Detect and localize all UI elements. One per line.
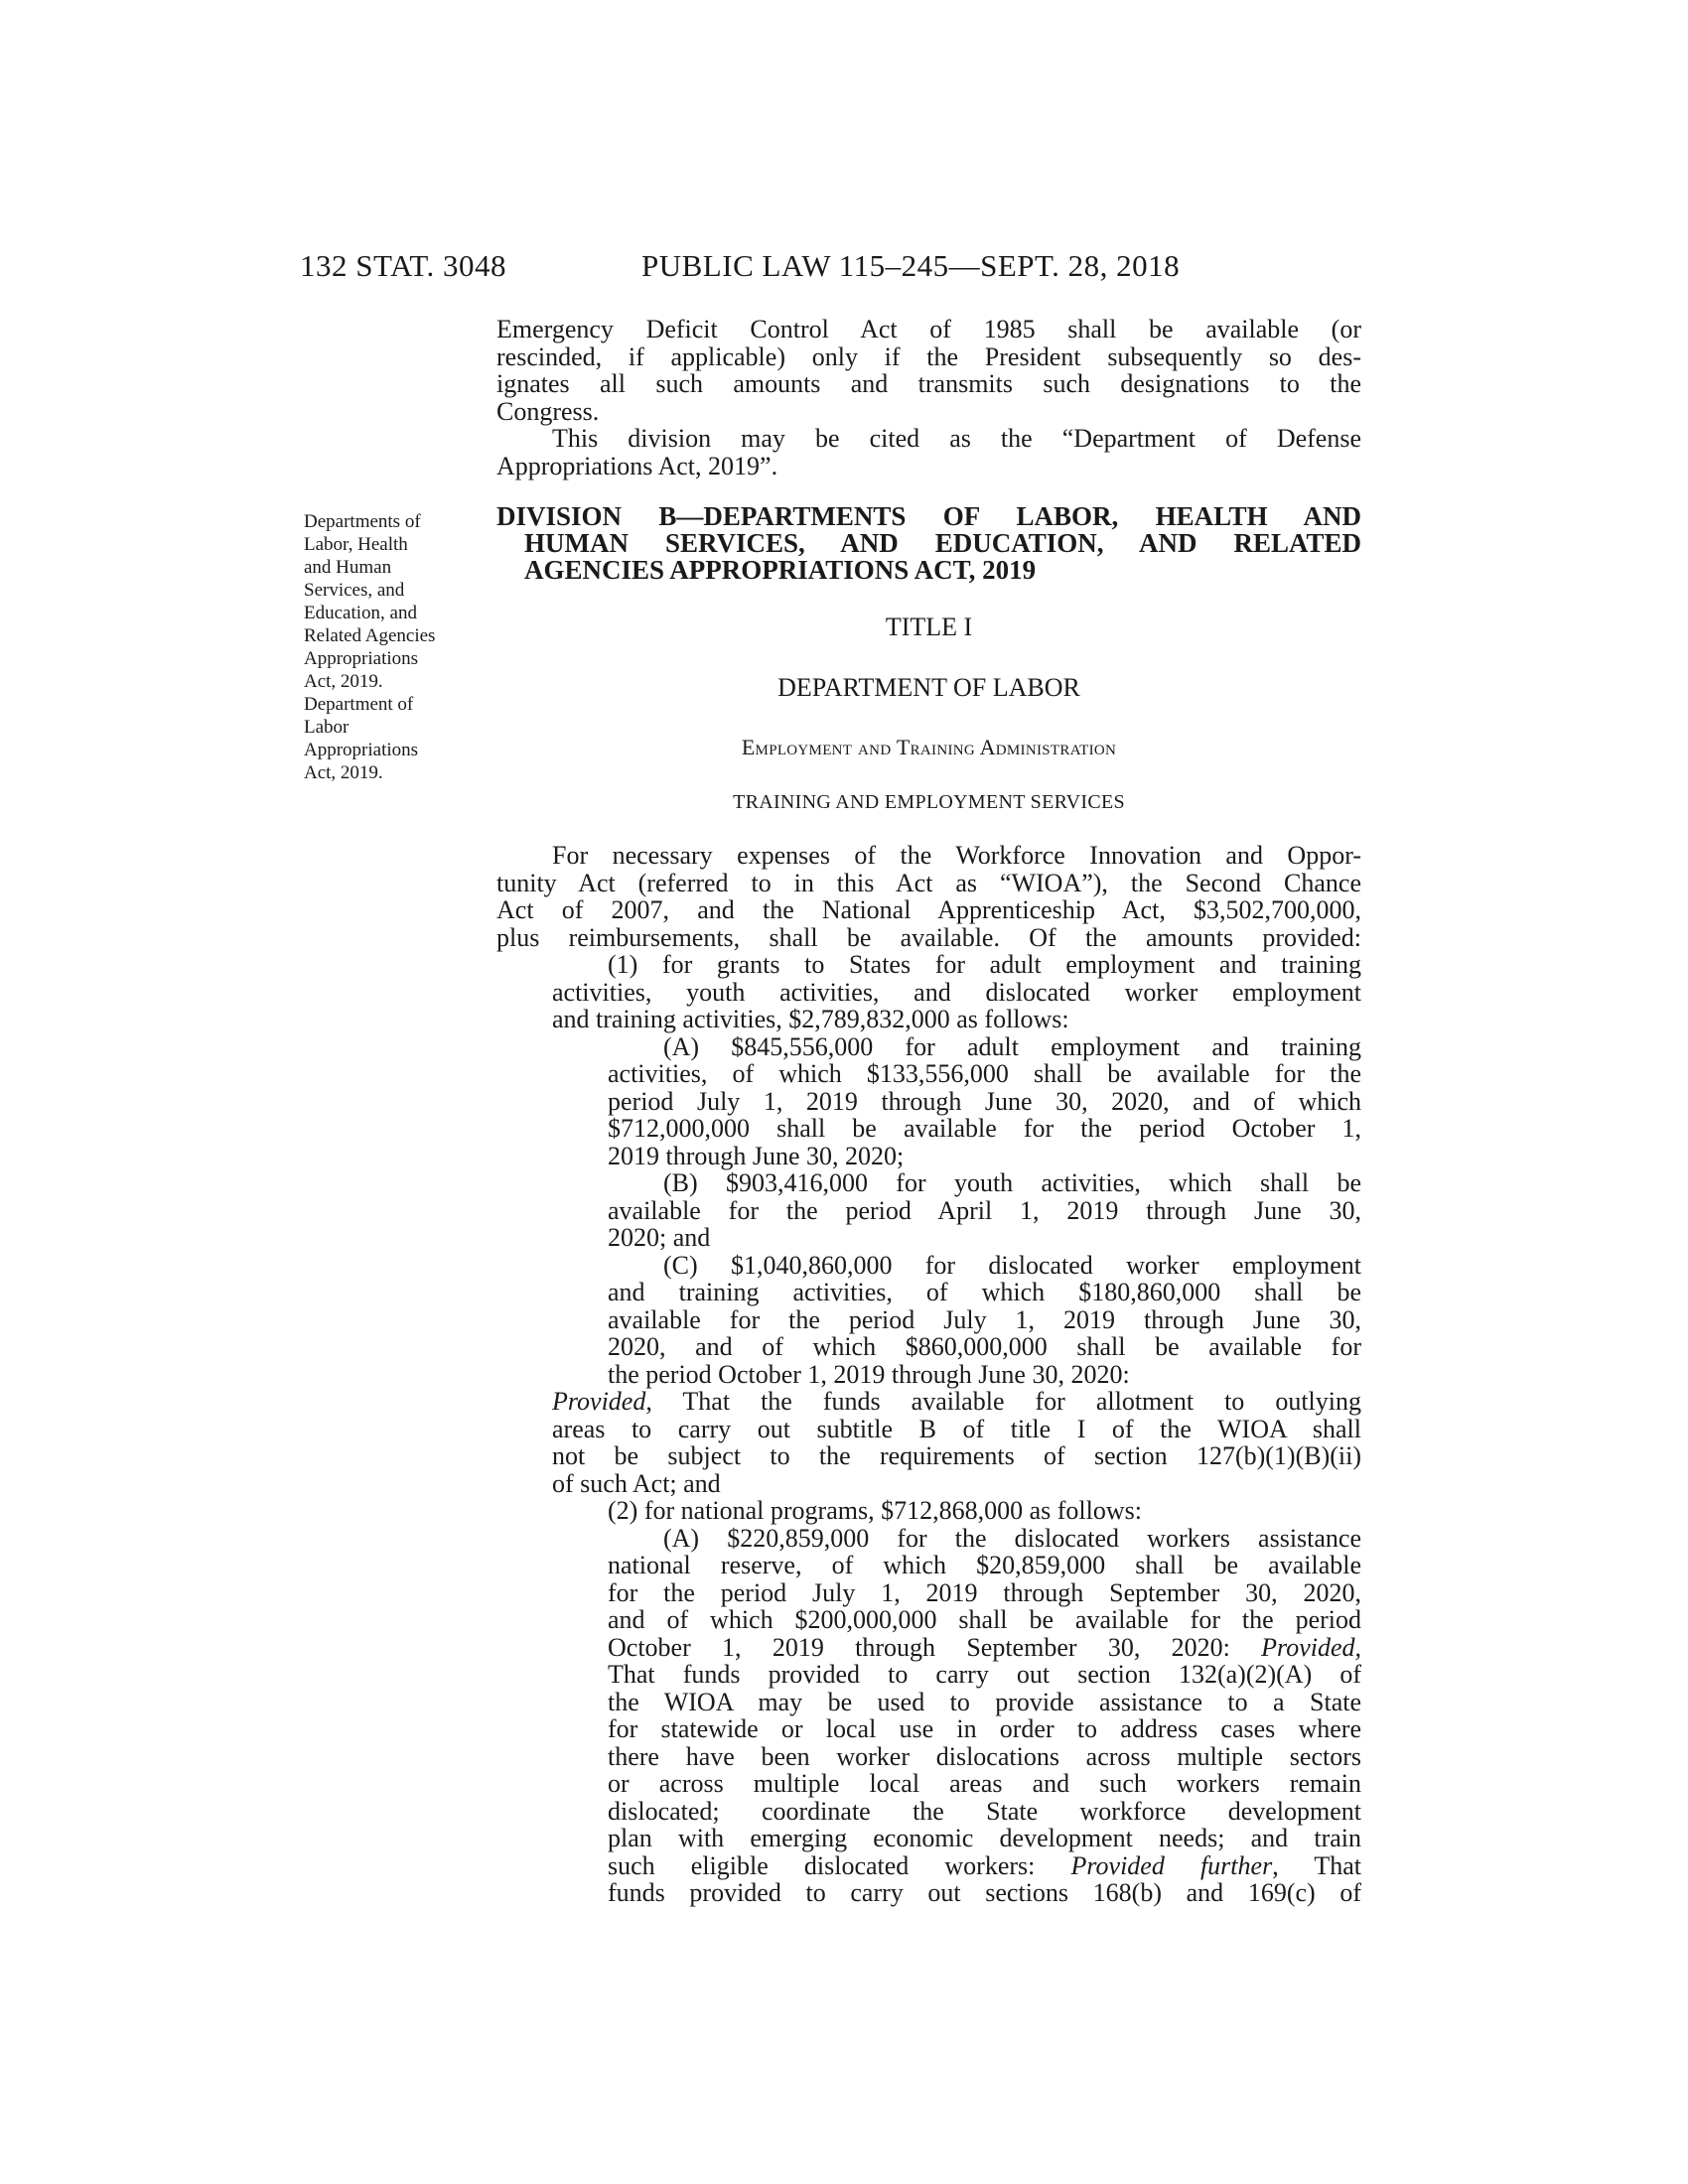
text-line: (A) $845,556,000 for adult employment and training xyxy=(663,1031,1361,1061)
text-line: plus reimbursements, shall be available. Of the amounts provided: xyxy=(496,922,1361,952)
provided-word: Provided xyxy=(552,1387,646,1416)
title-heading: TITLE I xyxy=(885,613,973,641)
margin-note-line: and Human xyxy=(304,557,392,578)
text-line: activities, youth activities, and dislocated worker employment xyxy=(552,977,1361,1007)
heading-line: AGENCIES APPROPRIATIONS ACT, 2019 xyxy=(524,555,1037,585)
text-line: period July 1, 2019 through June 30, 2020, and of which xyxy=(608,1086,1361,1116)
text-span: such eligible dislocated workers: xyxy=(608,1850,1071,1880)
item-1-c xyxy=(496,1252,1361,1389)
stat-page-number: 132 STAT. 3048 xyxy=(300,248,507,283)
margin-note-line: Labor, Health xyxy=(304,534,408,555)
text-line: That funds provided to carry out section 132(a)(2)(A) of xyxy=(608,1660,1361,1689)
text-line: or across multiple local areas and such workers remain xyxy=(608,1769,1361,1798)
section-heading: TRAINING AND EMPLOYMENT SERVICES xyxy=(733,790,1125,813)
text-line: (2) for national programs, $712,868,000 as follows: xyxy=(608,1496,1142,1525)
text-line: $712,000,000 shall be available for the period October 1, xyxy=(608,1114,1361,1143)
text-line: and training activities, $2,789,832,000 as follows: xyxy=(552,1005,1069,1033)
running-header: PUBLIC LAW 115–245—SEPT. 28, 2018 xyxy=(641,248,1181,283)
text-line: plan with emerging economic development needs; and train xyxy=(608,1824,1361,1852)
text-line: available for the period July 1, 2019 through June 30, xyxy=(608,1304,1361,1334)
item-1-a xyxy=(496,1033,1361,1170)
text-line: and of which $200,000,000 shall be available for the period xyxy=(608,1605,1361,1634)
text-line: and training activities, of which $180,860,000 shall be xyxy=(608,1278,1361,1306)
text-line: for the period July 1, 2019 through September 30, 2020, xyxy=(608,1577,1361,1607)
text-line: the WIOA may be used to provide assistance to a State xyxy=(608,1687,1361,1716)
administration-heading: Employment and Training Administration xyxy=(741,735,1117,759)
item-1-b xyxy=(496,1169,1361,1252)
margin-note-line: Related Agencies xyxy=(304,625,436,646)
text-line: 2020, and of which $860,000,000 shall be available for xyxy=(608,1332,1361,1361)
item-2 xyxy=(496,1497,1361,1525)
margin-note-line: Act, 2019. xyxy=(304,671,383,692)
main-text xyxy=(496,316,1361,1907)
margin-note-line: Departments of xyxy=(304,511,421,532)
text-line xyxy=(496,1852,1361,1880)
text-line: of such Act; and xyxy=(552,1468,721,1498)
text-line: the period October 1, 2019 through June 30, 2020: xyxy=(608,1359,1130,1389)
text-span: October 1, 2019 through September 30, 2020: xyxy=(608,1632,1262,1662)
text-line: Appropriations Act, 2019”. xyxy=(496,451,778,480)
text-line: For necessary expenses of the Workforce Innovation and Oppor- xyxy=(552,841,1361,870)
text-line: Emergency Deficit Control Act of 1985 shall be available (or xyxy=(496,315,1361,343)
margin-note-line: Act, 2019. xyxy=(304,762,383,783)
text-line: not be subject to the requirements of section 127(b)(1)(B)(ii) xyxy=(552,1441,1361,1470)
text-span: , That xyxy=(1272,1850,1361,1880)
text-line: funds provided to carry out sections 168(b) and 169(c) of xyxy=(608,1878,1361,1907)
text-line: (C) $1,040,860,000 for dislocated worker employment xyxy=(663,1250,1361,1280)
text-line: (B) $903,416,000 for youth activities, which shall be xyxy=(663,1168,1361,1197)
division-heading xyxy=(496,503,1361,584)
paragraph-main xyxy=(496,842,1361,951)
text-line: dislocated; coordinate the State workforce development xyxy=(608,1796,1361,1826)
text-line: tunity Act (referred to in this Act as “WIOA”), the Second Chance xyxy=(496,868,1361,897)
text-line: (A) $220,859,000 for the dislocated workers assistance xyxy=(663,1523,1361,1553)
text-line: areas to carry out subtitle B of title I of the WIOA shall xyxy=(552,1414,1361,1443)
provided-clause xyxy=(496,1388,1361,1497)
provided-further-word: Provided further xyxy=(1070,1850,1273,1880)
provided-word: Provided, xyxy=(1261,1632,1361,1662)
item-2-a xyxy=(496,1525,1361,1907)
text-line: rescinded, if applicable) only if the President subsequently so des- xyxy=(496,341,1361,371)
text-line xyxy=(496,1388,1361,1416)
margin-note-line: Labor xyxy=(304,717,350,738)
heading-line: DIVISION B—DEPARTMENTS OF LABOR, HEALTH AND xyxy=(496,501,1361,531)
item-1 xyxy=(496,951,1361,1033)
text-line: available for the period April 1, 2019 through June 30, xyxy=(608,1195,1361,1225)
margin-note xyxy=(304,510,492,784)
text-line: 2020; and xyxy=(608,1223,711,1252)
text-line: for statewide or local use in order to address cases where xyxy=(608,1714,1361,1743)
margin-note-line: Department of xyxy=(304,694,414,715)
heading-line: HUMAN SERVICES, AND EDUCATION, AND RELATED xyxy=(524,528,1361,558)
text-span: , That the funds available for allotment to outlying xyxy=(645,1387,1361,1416)
text-line: (1) for grants to States for adult employment and training xyxy=(608,950,1361,979)
text-line: ignates all such amounts and transmits such designations to the xyxy=(496,369,1361,398)
department-heading: DEPARTMENT OF LABOR xyxy=(777,672,1080,702)
text-line: This division may be cited as the “Department of Defense xyxy=(552,424,1361,453)
margin-note-line: Appropriations xyxy=(304,740,419,760)
margin-note-line: Services, and xyxy=(304,580,405,601)
text-line: national reserve, of which $20,859,000 shall be available xyxy=(608,1551,1361,1579)
text-line xyxy=(496,1634,1361,1662)
intro-paragraph xyxy=(496,316,1361,479)
text-line: Congress. xyxy=(496,396,600,426)
text-line: Act of 2007, and the National Apprenticeship Act, $3,502,700,000, xyxy=(496,895,1361,924)
text-line: 2019 through June 30, 2020; xyxy=(608,1141,905,1170)
margin-note-line: Education, and xyxy=(304,603,417,623)
text-line: there have been worker dislocations across multiple sectors xyxy=(608,1741,1361,1771)
margin-note-line: Appropriations xyxy=(304,648,419,669)
text-line: activities, of which $133,556,000 shall be available for the xyxy=(608,1059,1361,1088)
